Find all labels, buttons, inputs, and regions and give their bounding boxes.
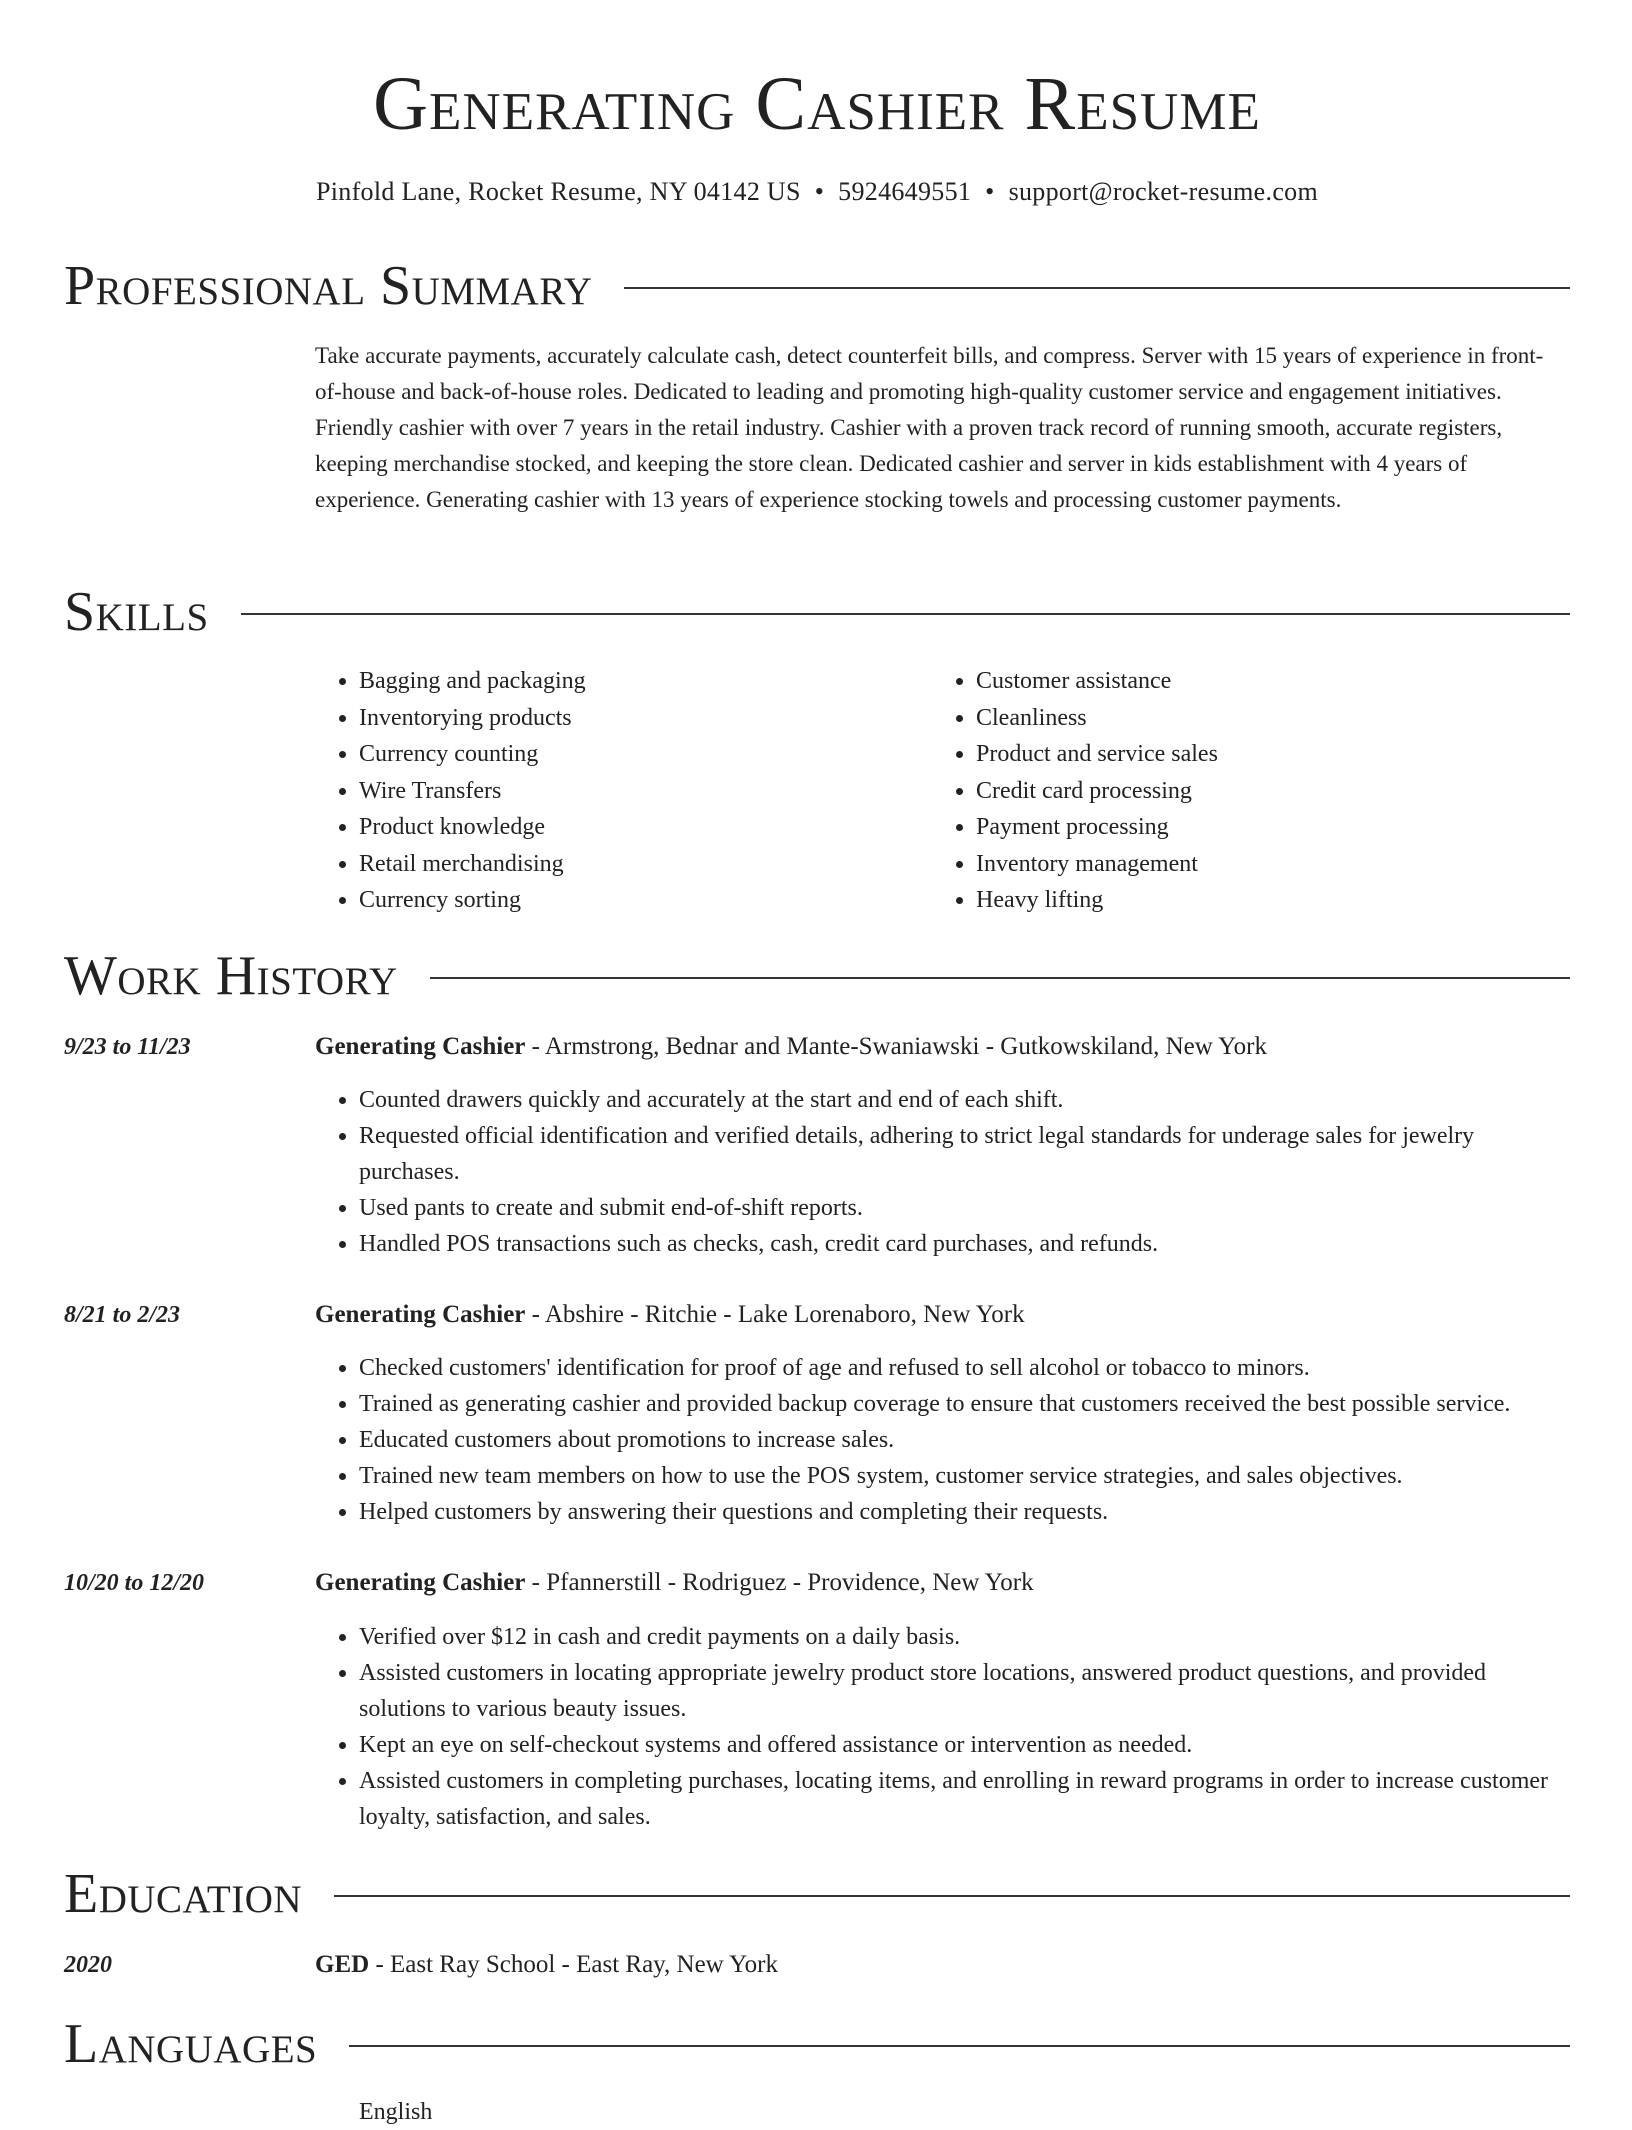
duty-item: • Checked customers' identification for proof of age and refused to sell alcohol or tobacco to minors. xyxy=(359,1350,1570,1386)
skill-item: • Retail merchandising xyxy=(359,846,932,883)
duty-item: • Assisted customers in locating appropriate jewelry product store locations, answered product questions, and provided solutions to various beauty issues. xyxy=(359,1655,1570,1727)
languages-body xyxy=(315,2094,1570,2130)
summary-text: Take accurate payments, accurately calculate cash, detect counterfeit bills, and compress. Server with 15 years of experience in front-of-house and back-of-house roles. Dedicated to leading and promoting high-quality customer service and engagement initiatives. Friendly cashier with over 7 years in the retail industry. Cashier with a proven track record of running smooth, accurate registers, keeping merchandise stocked, and keeping the store clean. Dedicated cashier and server in kids establishment with 4 years of experience. Generating cashier with 13 years of experience stocking towels and processing customer payments. xyxy=(315,343,1544,512)
duty-item: • Handled POS transactions such as checks, cash, credit card purchases, and refunds. xyxy=(359,1226,1570,1262)
skills-heading: Skills xyxy=(64,581,209,643)
job-duties xyxy=(315,1619,1570,1835)
job-dates: 9/23 to 11/23 xyxy=(64,1034,191,1060)
duty-item: • Trained new team members on how to use the POS system, customer service strategies, and sales objectives. xyxy=(359,1458,1570,1494)
job-title: Generating Cashier xyxy=(315,1569,526,1596)
skill-item: • Wire Transfers xyxy=(359,773,932,810)
job-employer: - Pfannerstill - Rodriguez - Providence, New York xyxy=(525,1569,1034,1596)
section-divider xyxy=(241,613,1570,615)
skill-item: • Product knowledge xyxy=(359,809,932,846)
job-heading xyxy=(315,1565,1034,1601)
education-heading: Education xyxy=(64,1863,303,1925)
job-duties xyxy=(315,1350,1570,1530)
language-item: English xyxy=(359,2099,433,2125)
summary-body xyxy=(315,338,1570,518)
section-divider xyxy=(624,287,1570,289)
contact-address: Pinfold Lane, Rocket Resume, NY 04142 US xyxy=(316,177,801,206)
skills-column-right xyxy=(932,663,1549,919)
languages-heading: Languages xyxy=(64,2013,318,2075)
job-heading xyxy=(315,1297,1025,1333)
education-year: 2020 xyxy=(64,1952,112,1978)
skills-column-left xyxy=(315,663,932,919)
skill-item: • Inventorying products xyxy=(359,700,932,737)
job-title: Generating Cashier xyxy=(315,1033,526,1060)
skill-item: • Currency counting xyxy=(359,736,932,773)
skill-item: • Heavy lifting xyxy=(976,882,1549,919)
skill-item: • Bagging and packaging xyxy=(359,663,932,700)
summary-heading: Professional Summary xyxy=(64,255,593,317)
duty-item: • Counted drawers quickly and accurately at the start and end of each shift. xyxy=(359,1082,1570,1118)
job-title: Generating Cashier xyxy=(315,1301,526,1328)
job-heading xyxy=(315,1029,1267,1065)
section-divider xyxy=(334,1895,1570,1897)
resume-name: Generating Cashier Resume xyxy=(373,62,1261,146)
duty-item: • Assisted customers in completing purchases, locating items, and enrolling in reward programs in order to increase customer loyalty, satisfaction, and sales. xyxy=(359,1763,1570,1835)
languages-list xyxy=(315,2094,1570,2130)
contact-separator: • xyxy=(985,177,995,206)
duty-item: • Helped customers by answering their questions and completing their requests. xyxy=(359,1494,1570,1530)
skill-item: • Inventory management xyxy=(976,846,1549,883)
contact-separator: • xyxy=(814,177,825,206)
duty-item: • Requested official identification and verified details, adhering to strict legal standards for underage sales for jewelry purchases. xyxy=(359,1118,1570,1190)
job-dates: 8/21 to 2/23 xyxy=(64,1302,181,1328)
job-employer: - Armstrong, Bednar and Mante-Swaniawski - Gutkowskiland, New York xyxy=(525,1033,1267,1060)
duty-item: • Verified over $12 in cash and credit payments on a daily basis. xyxy=(359,1619,1570,1655)
duty-item: • Used pants to create and submit end-of-shift reports. xyxy=(359,1190,1570,1226)
duty-item: • Kept an eye on self-checkout systems and offered assistance or intervention as needed. xyxy=(359,1727,1570,1763)
skills-section-header xyxy=(64,580,1570,644)
education-heading-line xyxy=(315,1947,778,1983)
duty-item: • Educated customers about promotions to increase sales. xyxy=(359,1422,1570,1458)
contact-email: support@rocket-resume.com xyxy=(1008,177,1318,206)
section-divider xyxy=(430,977,1570,979)
education-school: - East Ray School - East Ray, New York xyxy=(369,1951,778,1978)
job-employer: - Abshire - Ritchie - Lake Lorenaboro, New York xyxy=(525,1301,1025,1328)
skill-item: • Customer assistance xyxy=(976,663,1549,700)
skill-item: • Currency sorting xyxy=(359,882,932,919)
work-section-header xyxy=(64,944,1570,1008)
skill-item: • Product and service sales xyxy=(976,736,1549,773)
duty-item: • Trained as generating cashier and provided backup coverage to ensure that customers received the best possible service. xyxy=(359,1386,1570,1422)
section-divider xyxy=(349,2045,1570,2047)
skill-item: • Payment processing xyxy=(976,809,1549,846)
education-degree: GED xyxy=(315,1951,370,1978)
job-dates: 10/20 to 12/20 xyxy=(64,1570,205,1596)
languages-section-header xyxy=(64,2012,1570,2076)
contact-phone: 5924649551 xyxy=(838,177,972,206)
skills-list xyxy=(315,663,1570,919)
work-heading: Work History xyxy=(64,945,398,1007)
skill-item: • Credit card processing xyxy=(976,773,1549,810)
job-duties xyxy=(315,1082,1570,1262)
skill-item: • Cleanliness xyxy=(976,700,1549,737)
education-section-header xyxy=(64,1862,1570,1926)
summary-section-header xyxy=(64,254,1570,318)
contact-line xyxy=(64,174,1570,210)
